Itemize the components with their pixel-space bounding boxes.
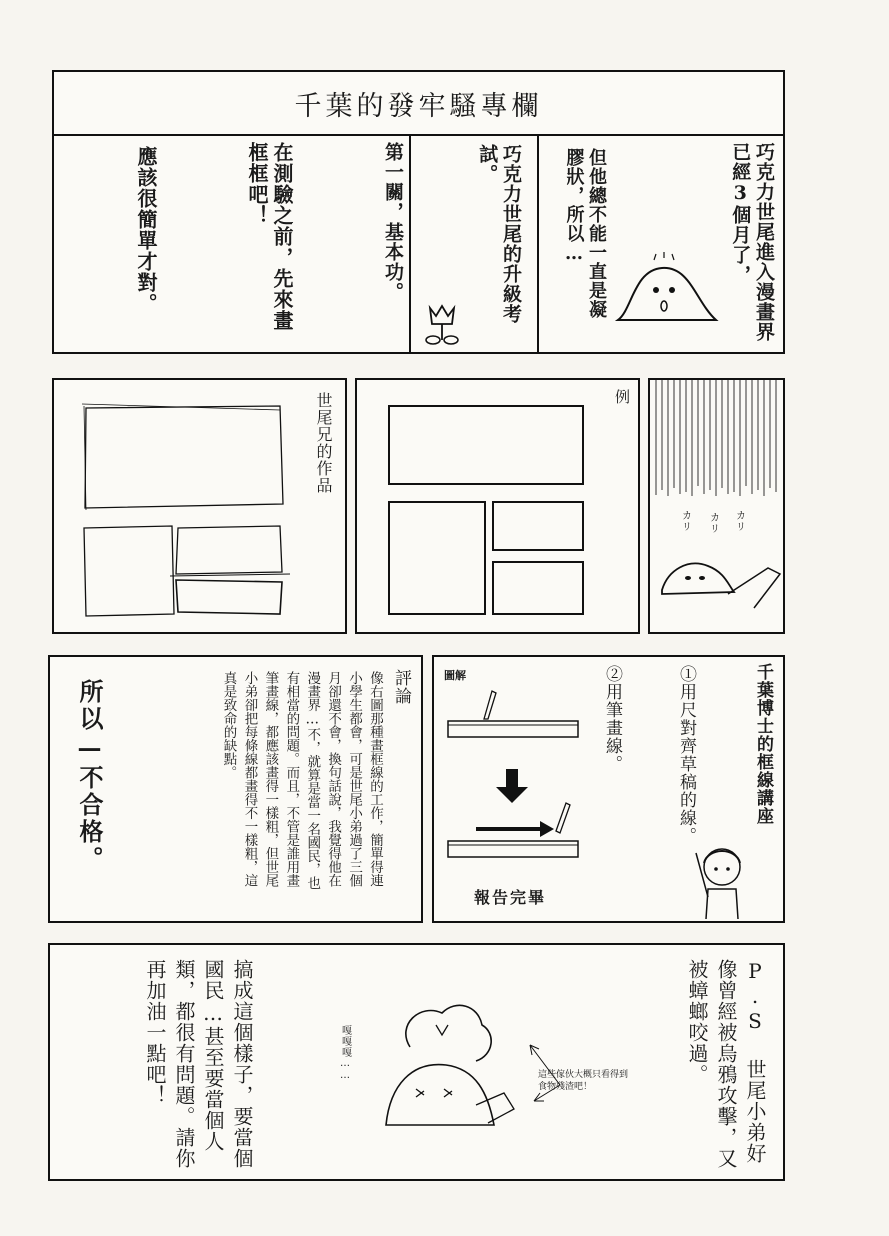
diagram-label: 圖解	[444, 669, 466, 682]
example-panel	[355, 378, 640, 634]
ps-panel	[48, 943, 785, 1181]
panel3-text-c: 應該很簡單才對。	[134, 146, 158, 314]
report-text: 報告完畢	[474, 888, 547, 907]
drawing-panel	[648, 378, 785, 634]
proper-frames-drawing	[387, 404, 587, 619]
gel-blob-drawing	[612, 250, 722, 330]
header-panel	[52, 70, 785, 354]
speed-lines-background	[650, 380, 783, 500]
sfx-kari-1: カリ	[679, 510, 691, 532]
sfx-caw: 嘎嘎嘎……	[339, 1025, 351, 1082]
sfx-kari-3: カリ	[733, 510, 745, 532]
panel3-text-b: 在測驗之前，先來畫框框吧！	[245, 142, 294, 331]
lecture-step2: ②用筆畫線。	[602, 665, 622, 773]
panel1-text-b: 但他總不能一直是凝膠狀，所以…	[563, 148, 607, 319]
ruler-diagram	[446, 687, 586, 872]
note-text: 這些傢伙大概只看得到食物殘渣吧！	[538, 1070, 629, 1093]
ps-text: P.S 世尾小弟好像曾經被烏鴉攻擊，又被蟑螂咬過。	[685, 959, 767, 1169]
divider	[537, 134, 539, 354]
lecture-title: 千葉博士的框線講座	[753, 663, 773, 825]
sfx-kari-2: カリ	[707, 512, 719, 534]
works-label: 世尾兄的作品	[314, 392, 333, 494]
review-panel	[48, 655, 423, 923]
page-title: 千葉的發牢騷專欄	[54, 72, 783, 136]
blob-drawing-illustration	[658, 548, 783, 608]
conclusion-text: 所以—不合格。	[75, 679, 104, 873]
wobbly-frames-drawing	[80, 404, 320, 619]
example-label: 例	[614, 388, 630, 406]
tulip-icon	[422, 304, 462, 348]
panel1-text-a: 巧克力世尾進入漫畫界已經3個月了，	[729, 142, 775, 342]
divider	[409, 134, 411, 354]
panel3-text-a: 第一關，基本功。	[382, 142, 404, 302]
lecture-panel	[432, 655, 785, 923]
panel2-text: 巧克力世尾的升級考試。	[476, 144, 522, 324]
review-title: 評論	[391, 669, 411, 705]
lecture-step1: ①用尺對齊草稿的線。	[676, 665, 696, 845]
review-body: 像右圖那種畫框線的工作，簡單得連小學生都會，可是世尾小弟過了三個月卻還不會，換句話說，我覺得他在漫畫界…不，就算是當一名國民，也有相當的問題。而且，不管是誰用畫筆畫線，都應該畫得一樣粗，但世尾小弟卻把每條線都畫得不一樣粗，這真是致命的缺點。	[220, 671, 383, 890]
closing-text: 搞成這個樣子，要當個國民…甚至要當個人類，都很有問題。請你再加油一點吧！	[143, 959, 254, 1169]
works-panel	[52, 378, 347, 634]
professor-avatar	[690, 845, 760, 921]
